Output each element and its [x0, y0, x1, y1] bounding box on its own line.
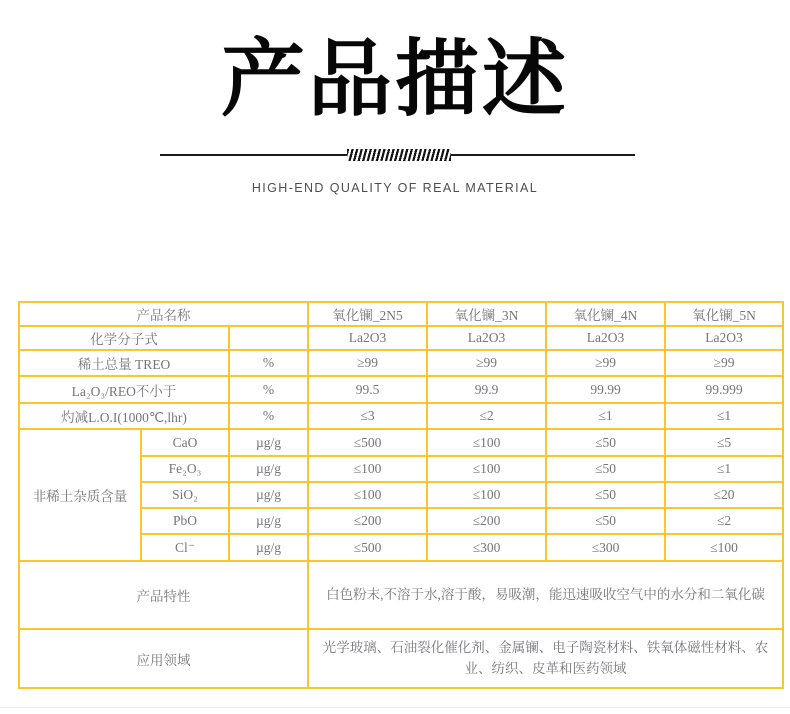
table-row — [19, 561, 783, 629]
application-text: 光学玻璃、石油裂化催化剂、金属镧、电子陶瓷材料、铁氧体磁性材料、农业、纺织、皮革和医药领域 — [308, 629, 783, 688]
spec-value: ≤2 — [427, 403, 546, 429]
feature-text: 白色粉末,不溶于水,溶于酸，易吸潮，能迅速吸收空气中的水分和二氧化碳 — [308, 561, 783, 629]
divider-hatch-icon — [347, 149, 451, 161]
spec-unit: % — [229, 376, 308, 403]
spec-value: ≤100 — [427, 482, 546, 508]
impurity-item: Fe₂O₃ — [141, 456, 229, 482]
impurity-item: Cl⁻ — [141, 534, 229, 561]
spec-value: ≤3 — [308, 403, 427, 429]
spec-unit: µg/g — [229, 482, 308, 508]
impurity-item: PbO — [141, 508, 229, 534]
table-row — [19, 429, 783, 456]
spec-value: 99.999 — [665, 376, 783, 403]
spec-unit: µg/g — [229, 456, 308, 482]
spec-value: ≤200 — [427, 508, 546, 534]
product-spec-table — [18, 301, 784, 689]
spec-value: ≤50 — [546, 508, 665, 534]
table-row — [19, 350, 783, 376]
table-row — [19, 326, 783, 350]
spec-value: 99.9 — [427, 376, 546, 403]
spec-unit: µg/g — [229, 534, 308, 561]
table-row — [19, 302, 783, 326]
impurity-item: CaO — [141, 429, 229, 456]
spec-value: 99.5 — [308, 376, 427, 403]
spec-unit: µg/g — [229, 508, 308, 534]
spec-value: ≥99 — [308, 350, 427, 376]
spec-value: ≤500 — [308, 429, 427, 456]
table-row — [19, 376, 783, 403]
spec-value: ≤300 — [427, 534, 546, 561]
spec-value: ≤50 — [546, 456, 665, 482]
product-name-header: 产品名称 — [19, 302, 308, 326]
product-column-header-2n5: 氧化镧_2N5 — [308, 302, 427, 326]
spec-row-label: 稀土总量 TREO — [19, 350, 229, 376]
spec-value: ≤5 — [665, 429, 783, 456]
spec-value: ≤500 — [308, 534, 427, 561]
spec-value: La2O3 — [427, 326, 546, 350]
spec-value: ≤100 — [427, 456, 546, 482]
spec-value: ≤100 — [308, 482, 427, 508]
spec-value: ≤1 — [665, 403, 783, 429]
spec-value: ≤100 — [308, 456, 427, 482]
spec-value: ≤200 — [308, 508, 427, 534]
impurity-item: SiO₂ — [141, 482, 229, 508]
product-column-header-3n: 氧化镧_3N — [427, 302, 546, 326]
page-title: 产品描述 — [220, 32, 569, 126]
spec-value: ≤1 — [665, 456, 783, 482]
spec-value: ≤50 — [546, 429, 665, 456]
spec-unit — [229, 326, 308, 350]
impurity-group-label: 非稀土杂质含量 — [19, 429, 141, 561]
product-column-header-5n: 氧化镧_5N — [665, 302, 783, 326]
application-row-label: 应用领域 — [19, 629, 308, 688]
spec-value: ≤50 — [546, 482, 665, 508]
footer-divider — [0, 707, 790, 708]
spec-row-label: La₂O₃/REO不小于 — [19, 376, 229, 403]
spec-unit: µg/g — [229, 429, 308, 456]
spec-value: ≥99 — [665, 350, 783, 376]
spec-value: La2O3 — [546, 326, 665, 350]
spec-value: ≥99 — [427, 350, 546, 376]
spec-value: ≥99 — [546, 350, 665, 376]
table-row — [19, 629, 783, 688]
spec-value: ≤100 — [427, 429, 546, 456]
product-column-header-4n: 氧化镧_4N — [546, 302, 665, 326]
spec-value: ≤1 — [546, 403, 665, 429]
spec-value: ≤100 — [665, 534, 783, 561]
spec-row-label: 灼减L.O.I(1000℃,lhr) — [19, 403, 229, 429]
spec-unit: % — [229, 350, 308, 376]
spec-value: 99.99 — [546, 376, 665, 403]
spec-value: La2O3 — [665, 326, 783, 350]
table-row — [19, 403, 783, 429]
spec-unit: % — [229, 403, 308, 429]
spec-row-label: 化学分子式 — [19, 326, 229, 350]
spec-value: ≤20 — [665, 482, 783, 508]
feature-row-label: 产品特性 — [19, 561, 308, 629]
spec-value: La2O3 — [308, 326, 427, 350]
spec-value: ≤300 — [546, 534, 665, 561]
subtitle: HIGH-END QUALITY OF REAL MATERIAL — [251, 181, 539, 195]
spec-value: ≤2 — [665, 508, 783, 534]
title-divider — [0, 148, 790, 162]
